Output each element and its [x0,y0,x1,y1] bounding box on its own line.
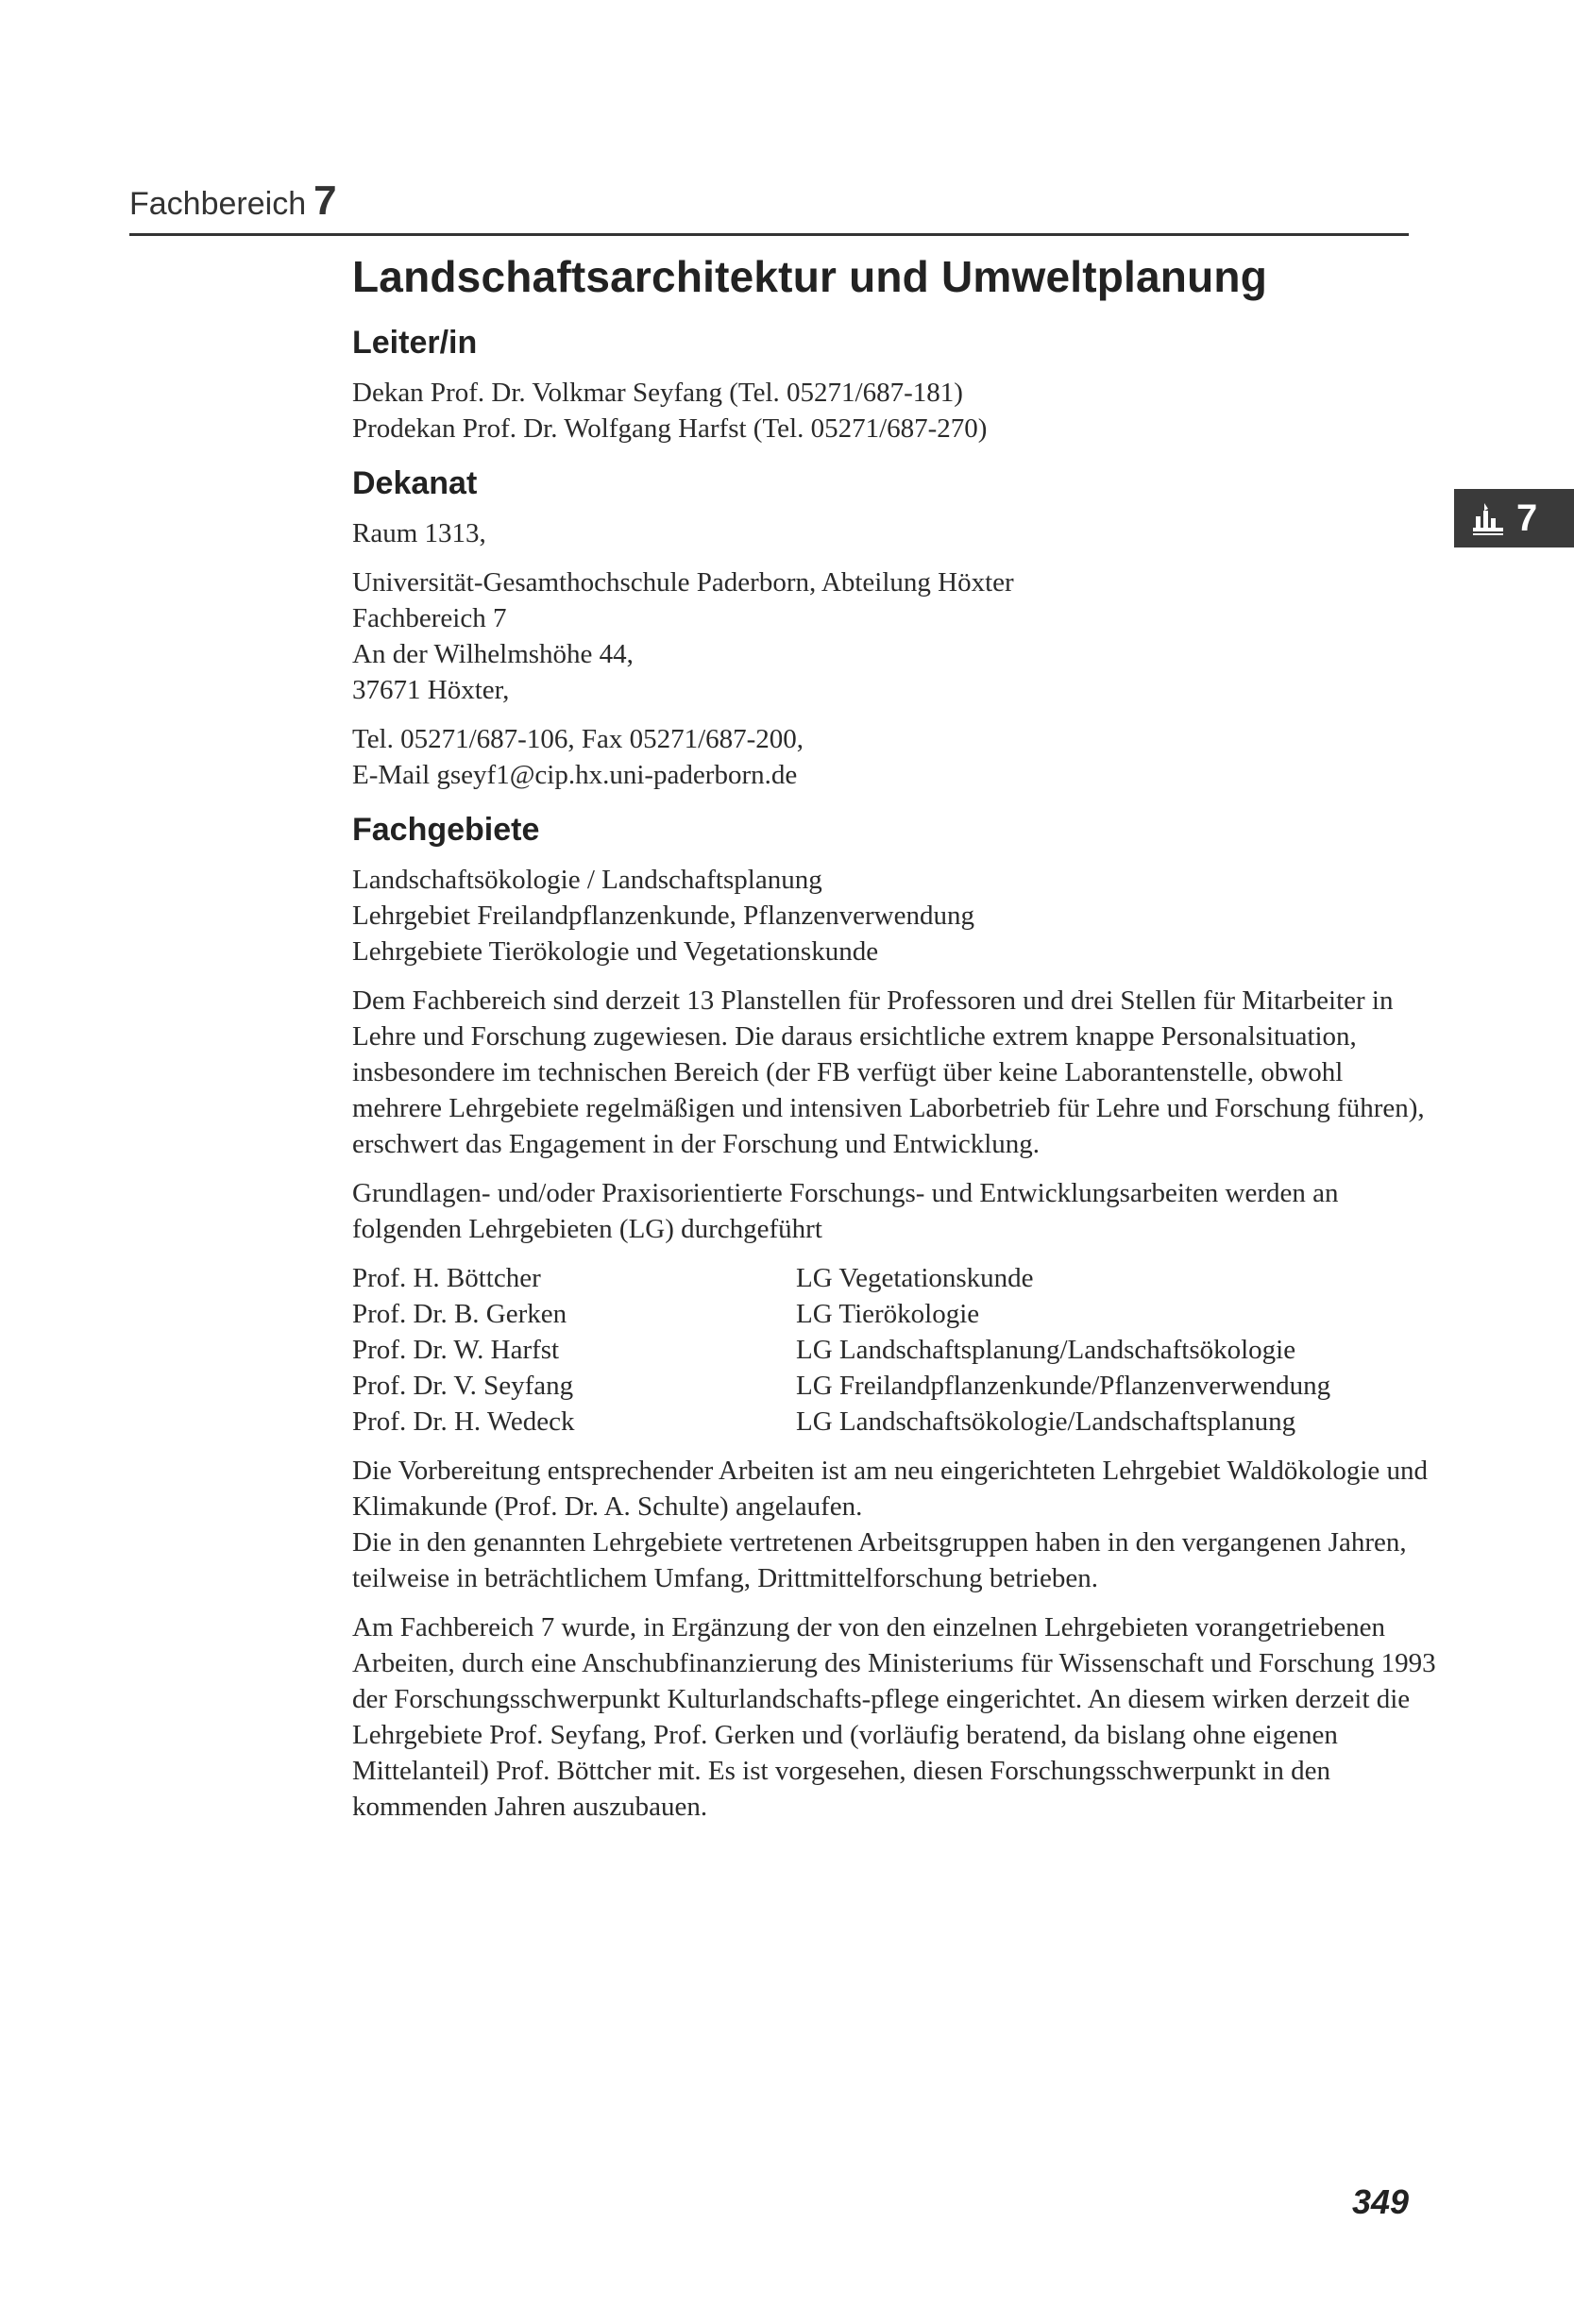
page-title: Landschaftsarchitektur und Umweltplanung [352,252,1267,301]
staff-area: LG Vegetationskunde [796,1263,1034,1293]
running-head-number: 7 [313,177,337,224]
chapter-thumb-tab [1454,489,1574,547]
staff-table [352,1260,1438,1440]
fachgebiet-item: Lehrgebiete Tierökologie und Vegetationskunde [352,936,879,967]
address-line: 37671 Höxter, [352,675,510,705]
email-line: E-Mail gseyf1@cip.hx.uni-paderborn.de [352,760,798,790]
body-paragraph-1: Dem Fachbereich sind derzeit 13 Planstellen für Professoren und drei Stellen für Mitarbeiter in Lehre und Forschung zugewiesen. Die daraus ersichtliche extrem knappe Personalsituation, insbesondere im technischen Bereich (der FB verfügt über keine Laborantenstelle, obwohl mehrere Lehrgebiete regelmäßigen und intensiven Laborbetrieb für Lehre und Forschung führen), erschwert das Engagement in der Forschung und Entwicklung. [352,985,1425,1159]
section-heading-fachgebiete: Fachgebiete [352,812,540,848]
leitung-line: Dekan Prof. Dr. Volkmar Seyfang (Tel. 05271/687-181) [352,378,963,408]
staff-area: LG Tierökologie [796,1299,980,1329]
section-heading-dekanat: Dekanat [352,465,478,501]
dekanat-address [352,564,1438,708]
dekanat-contact [352,721,1438,793]
staff-area: LG Landschaftsökologie/Landschaftsplanung [796,1406,1296,1437]
body-paragraph-2: Grundlagen- und/oder Praxisorientierte Forschungs- und Entwicklungsarbeiten werden an folgenden Lehrgebieten (LG) durchgeführt [352,1178,1339,1244]
paragraph-4-text: Die in den genannten Lehrgebiete vertretenen Arbeitsgruppen haben in den vergangenen Jahren, teilweise in beträchtlichem Umfang, Drittmittelforschung betrieben. [352,1527,1407,1593]
thumb-tab-number: 7 [1516,497,1538,539]
fachgebiete-list [352,862,1438,969]
body-paragraph-5: Am Fachbereich 7 wurde, in Ergänzung der von den einzelnen Lehrgebieten vorangetriebenen Arbeiten, durch eine Anschubfinanzierung des Ministeriums für Wissenschaft und Forschung 1993 der Forschungsschwerpunkt Kulturlandschafts-pflege eingerichtet. An diesem wirken derzeit die Lehrgebiete Prof. Seyfang, Prof. Gerken und (vorläufig beratend, da bislang ohne eigenen Mittelanteil) Prof. Böttcher mit. Es ist vorgesehen, diesen Forschungsschwerpunkt in den kommenden Jahren auszubauen. [352,1612,1436,1822]
university-logo-icon [1471,499,1505,537]
staff-name: Prof. H. Böttcher [352,1263,541,1293]
page-number: 349 [1352,2182,1410,2221]
staff-area: LG Landschaftsplanung/Landschaftsökologie [796,1335,1296,1365]
phone-fax-line: Tel. 05271/687-106, Fax 05271/687-200, [352,724,804,754]
staff-name: Prof. Dr. H. Wedeck [352,1406,575,1437]
address-line: Universität-Gesamthochschule Paderborn, Abteilung Höxter [352,567,1014,598]
main-content [352,251,1438,1838]
body-paragraph-3 [352,1453,1438,1596]
leitung-line: Prodekan Prof. Dr. Wolfgang Harfst (Tel. 05271/687-270) [352,413,988,444]
staff-area: LG Freilandpflanzenkunde/Pflanzenverwendung [796,1371,1331,1401]
running-head [129,177,337,225]
staff-name: Prof. Dr. V. Seyfang [352,1371,574,1401]
leitung-block [352,375,1438,446]
paragraph-3-text: Die Vorbereitung entsprechender Arbeiten ist am neu eingerichteten Lehrgebiet Waldökologie und Klimakunde (Prof. Dr. A. Schulte) angelaufen. [352,1456,1429,1522]
staff-name: Prof. Dr. W. Harfst [352,1335,560,1365]
dekanat-room: Raum 1313, [352,518,486,548]
fachgebiet-item: Landschaftsökologie / Landschaftsplanung [352,865,822,895]
fachgebiet-item: Lehrgebiet Freilandpflanzenkunde, Pflanzenverwendung [352,901,974,931]
address-line: An der Wilhelmshöhe 44, [352,639,634,669]
header-rule [129,233,1409,236]
staff-name: Prof. Dr. B. Gerken [352,1299,567,1329]
address-line: Fachbereich 7 [352,603,507,633]
section-heading-leitung: Leiter/in [352,325,478,361]
running-head-label: Fachbereich [129,186,307,222]
